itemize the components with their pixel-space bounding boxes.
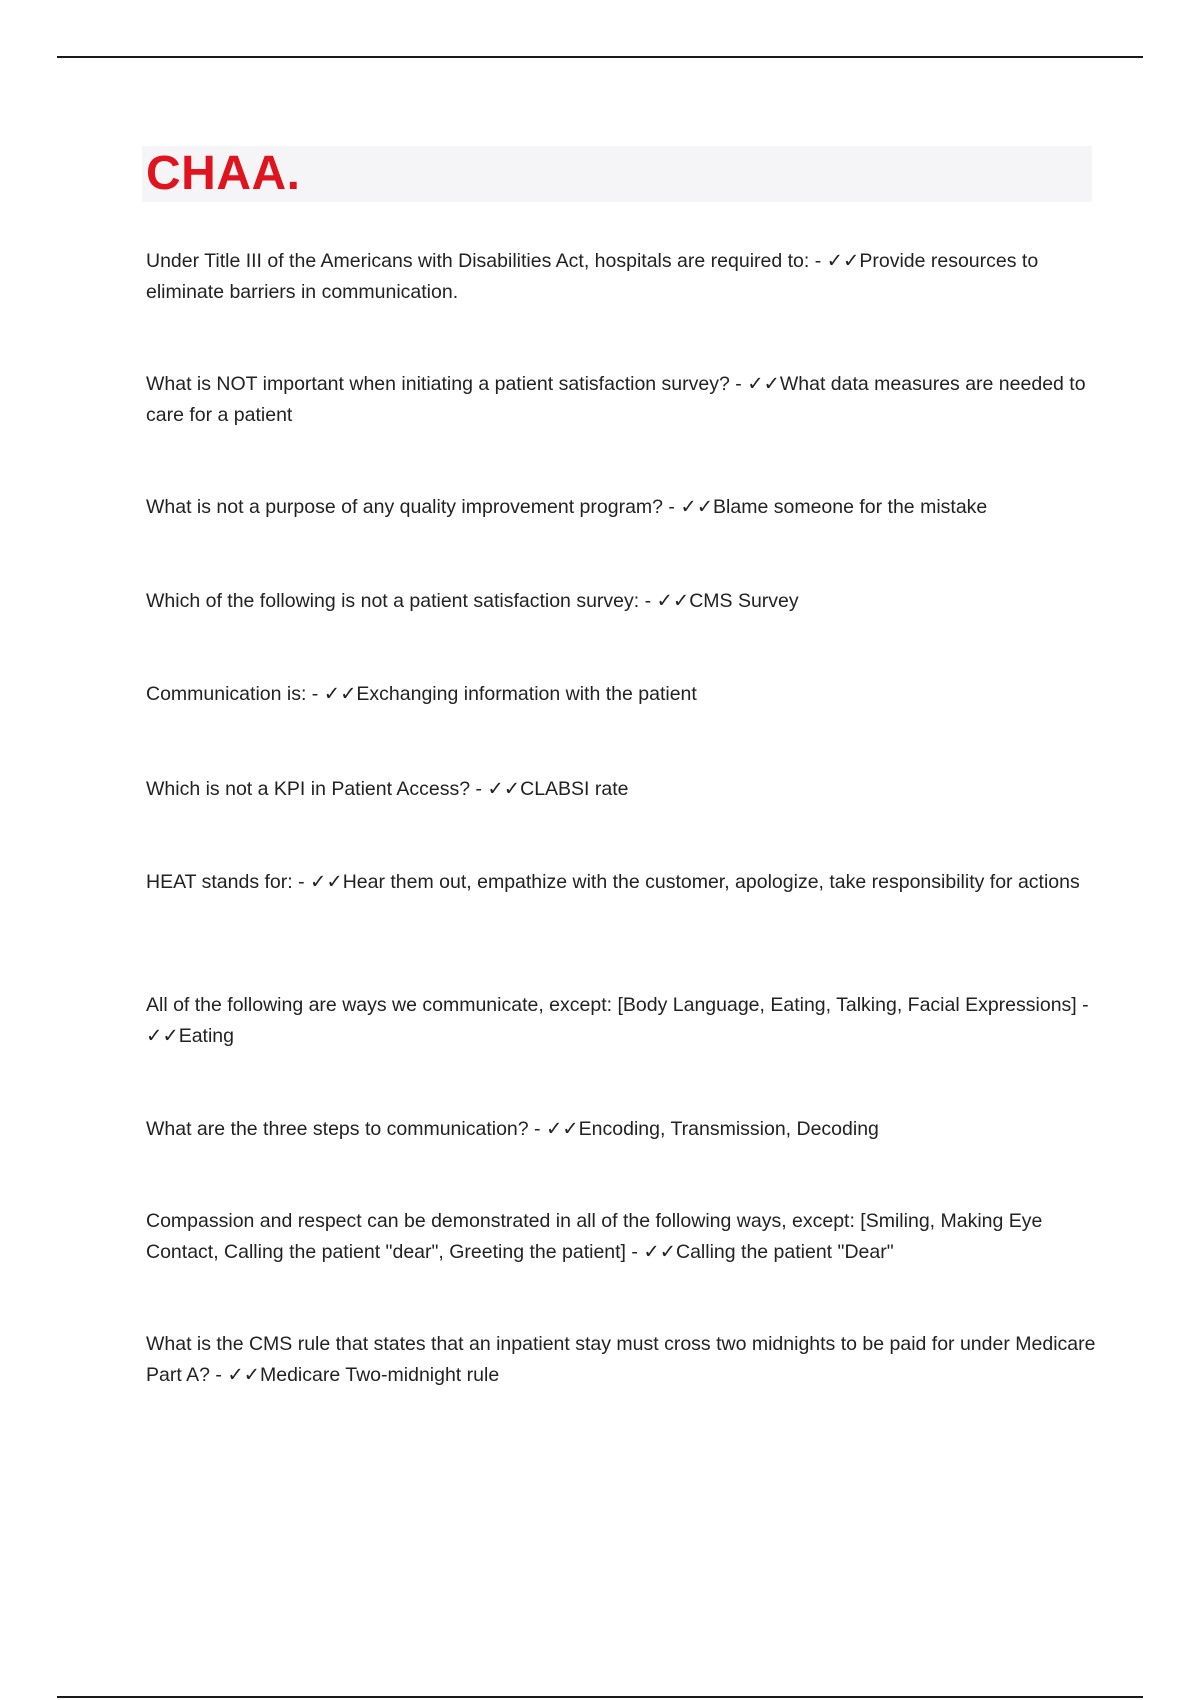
answer: Encoding, Transmission, Decoding bbox=[578, 1118, 879, 1140]
qa-item-9 bbox=[146, 1114, 1096, 1145]
question: What is not a purpose of any quality improvement program? bbox=[146, 496, 664, 518]
separator: - bbox=[470, 778, 488, 800]
check-icon: ✓✓ bbox=[545, 1118, 579, 1140]
answer: Exchanging information with the patient bbox=[356, 683, 697, 705]
check-icon: ✓✓ bbox=[487, 778, 521, 800]
qa-item-1 bbox=[146, 246, 1096, 308]
top-divider bbox=[57, 56, 1143, 58]
check-icon: ✓✓ bbox=[680, 496, 714, 518]
question: What is the CMS rule that states that an inpatient stay must cross two midnights to be paid for under Medicare Part A? bbox=[146, 1333, 1096, 1386]
question: What is NOT important when initiating a patient satisfaction survey? bbox=[146, 373, 730, 395]
question: Which of the following is not a patient satisfaction survey: bbox=[146, 590, 640, 612]
answer: Calling the patient "Dear" bbox=[676, 1241, 894, 1263]
document-title: CHAA. bbox=[146, 147, 301, 200]
qa-item-6 bbox=[146, 774, 1096, 805]
separator: - bbox=[729, 373, 748, 395]
check-icon: ✓✓ bbox=[826, 250, 860, 272]
check-icon: ✓✓ bbox=[323, 683, 357, 705]
question: Communication is: bbox=[146, 683, 307, 705]
separator: - bbox=[625, 1241, 644, 1263]
answer: CLABSI rate bbox=[520, 778, 629, 800]
separator: - bbox=[528, 1118, 546, 1140]
check-icon: ✓✓ bbox=[146, 1025, 179, 1047]
question: Which is not a KPI in Patient Access? bbox=[146, 778, 471, 800]
qa-item-4 bbox=[146, 586, 1096, 617]
check-icon: ✓✓ bbox=[227, 1364, 260, 1386]
question: What are the three steps to communication? bbox=[146, 1118, 529, 1140]
qa-item-2 bbox=[146, 369, 1096, 431]
qa-item-5 bbox=[146, 679, 1096, 710]
qa-item-7 bbox=[146, 867, 1096, 898]
question: Under Title III of the Americans with Disabilities Act, hospitals are required to: bbox=[146, 250, 810, 272]
answer: Provide resources to eliminate barriers in communication. bbox=[146, 250, 1039, 303]
separator: - bbox=[292, 871, 311, 893]
answer: Medicare Two-midnight rule bbox=[260, 1364, 500, 1386]
bottom-divider bbox=[57, 1696, 1143, 1698]
answer: CMS Survey bbox=[689, 590, 799, 612]
check-icon: ✓✓ bbox=[656, 590, 690, 612]
check-icon: ✓✓ bbox=[747, 373, 780, 395]
separator: - bbox=[639, 590, 657, 612]
separator: - bbox=[809, 250, 827, 272]
question: Compassion and respect can be demonstrated in all of the following ways, except: [Smiling, Making Eye Contact, Calling the patient "dear", Greeting the patient] bbox=[146, 1210, 1043, 1263]
answer: Blame someone for the mistake bbox=[713, 496, 988, 518]
qa-item-8 bbox=[146, 990, 1096, 1052]
question: All of the following are ways we communicate, except: [Body Language, Eating, Talking, Facial Expressions] bbox=[146, 994, 1077, 1016]
qa-item-3 bbox=[146, 492, 1096, 523]
separator: - bbox=[663, 496, 681, 518]
answer: What data measures are needed to care for a patient bbox=[146, 373, 1086, 426]
qa-item-11 bbox=[146, 1329, 1096, 1391]
check-icon: ✓✓ bbox=[310, 871, 343, 893]
answer: Eating bbox=[178, 1025, 234, 1047]
separator: - bbox=[1076, 994, 1089, 1016]
separator: - bbox=[209, 1364, 228, 1386]
qa-item-10 bbox=[146, 1206, 1096, 1268]
separator: - bbox=[306, 683, 324, 705]
check-icon: ✓✓ bbox=[643, 1241, 676, 1263]
question: HEAT stands for: bbox=[146, 871, 293, 893]
answer: Hear them out, empathize with the customer, apologize, take responsibility for actions bbox=[342, 871, 1080, 893]
